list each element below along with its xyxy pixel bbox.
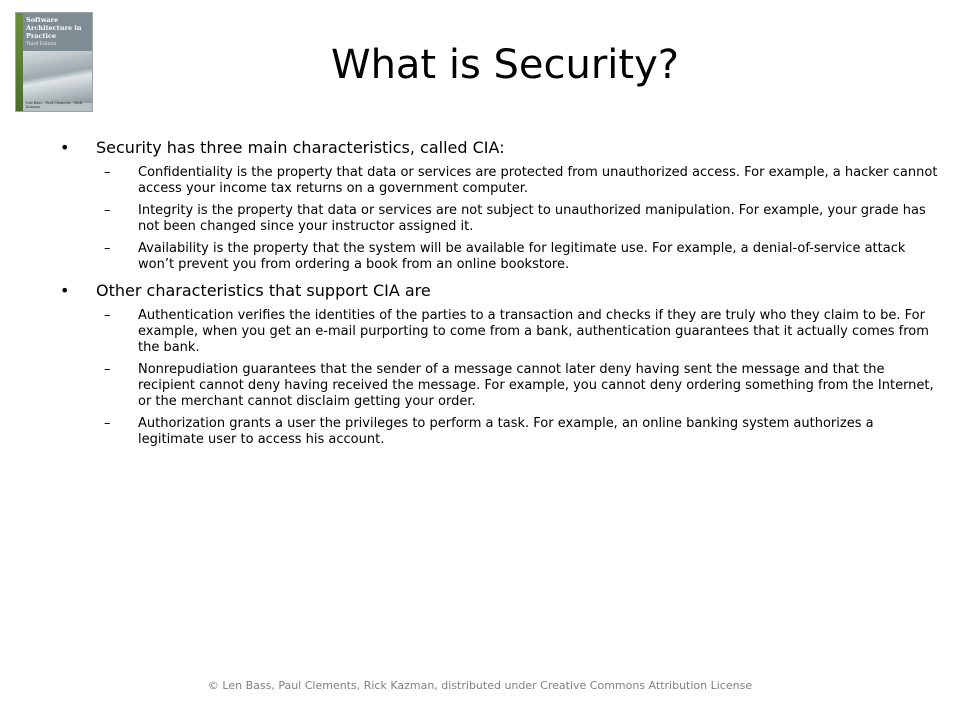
sub-bullet-authentication: [60, 308, 940, 356]
sub-bullet-text: Confidentiality is the property that data or services are protected from unauthorized access. For example, a hacker cannot access your income tax returns on a government computer.: [138, 165, 938, 196]
slide-body: [60, 136, 940, 454]
dash-mark: –: [104, 203, 111, 218]
sub-bullet-integrity: [60, 203, 940, 235]
dash-mark: –: [104, 308, 111, 323]
bullet-cia: [60, 136, 940, 160]
sub-bullet-text: Availability is the property that the system will be available for legitimate use. For example, a denial-of-service attack won’t prevent you from ordering a book from an online bookstore.: [138, 241, 906, 272]
bullet-text: Security has three main characteristics, called CIA:: [96, 138, 505, 157]
sub-bullet-text: Authentication verifies the identities of the parties to a transaction and checks if they are truly who they claim to be. For example, when you get an e-mail purporting to come from a bank, authentication guarantees that it actually comes from the bank.: [138, 308, 929, 355]
sub-bullet-nonrepudiation: [60, 362, 940, 410]
dash-mark: –: [104, 165, 111, 180]
book-cover-title: Software Architecture in Practice: [26, 16, 82, 40]
slide-title: What is Security?: [331, 42, 679, 88]
sub-bullet-text: Nonrepudiation guarantees that the sender of a message cannot later deny having sent the message and that the recipient cannot deny having received the message. For example, you cannot deny ordering something from the Internet, or the merchant cannot disclaim getting your order.: [138, 362, 934, 409]
sub-bullet-availability: [60, 241, 940, 273]
bullet-text: Other characteristics that support CIA are: [96, 281, 431, 300]
copyright-footer: © Len Bass, Paul Clements, Rick Kazman, distributed under Creative Commons Attribution License: [207, 679, 753, 692]
sub-bullet-confidentiality: [60, 165, 940, 197]
bullet-other-characteristics: [60, 279, 940, 303]
sub-bullet-text: Integrity is the property that data or services are not subject to unauthorized manipulation. For example, your grade has not been changed since your instructor assigned it.: [138, 203, 926, 234]
dash-mark: –: [104, 416, 111, 431]
sub-bullet-text: Authorization grants a user the privileges to perform a task. For example, an online banking system authorizes a legitimate user to access his account.: [138, 416, 874, 447]
sub-bullet-authorization: [60, 416, 940, 448]
dash-mark: –: [104, 241, 111, 256]
book-cover-authors: Len Bass · Paul Clements · Rick Kazman: [26, 101, 83, 109]
bullet-mark: •: [60, 281, 70, 300]
bullet-mark: •: [60, 138, 70, 157]
book-cover-edition: Third Edition: [26, 42, 57, 47]
dash-mark: –: [104, 362, 111, 377]
